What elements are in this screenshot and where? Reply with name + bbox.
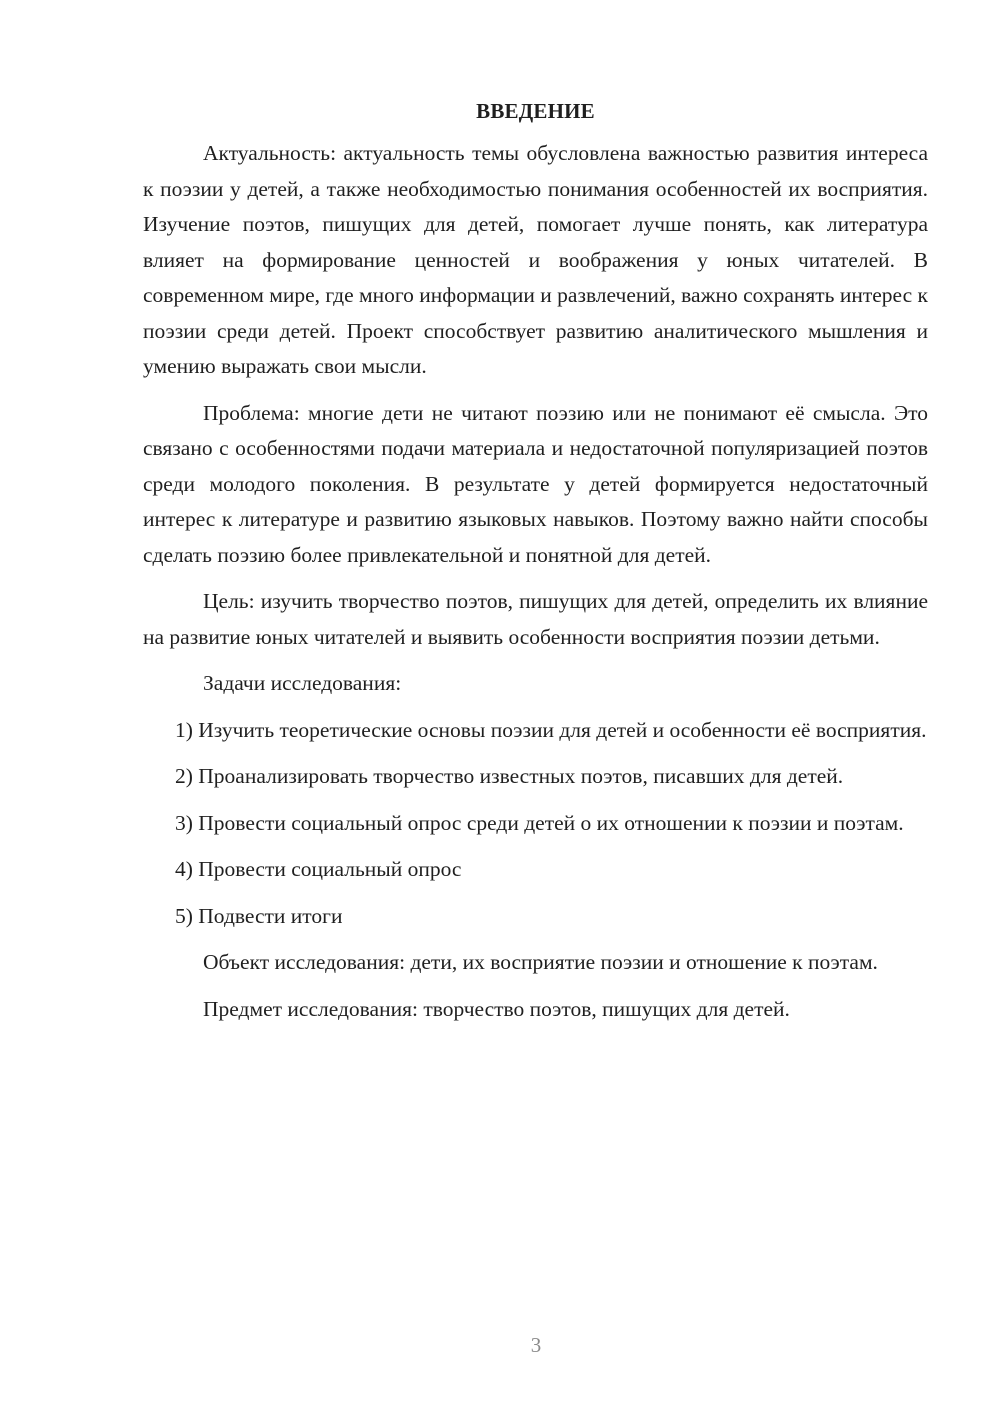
paragraph-problem: Проблема: многие дети не читают поэзию или не понимают её смысла. Это связано с особенностями подачи материала и недостаточной популяризацией поэтов среди молодого поколения. В результате у детей формируется недостаточный интерес к литературе и развитию языковых навыков. Поэтому важно найти способы сделать поэзию более привлекательной и понятной для детей. bbox=[143, 400, 928, 567]
page-number: 3 bbox=[530, 1333, 542, 1357]
page-title: ВВЕДЕНИЕ bbox=[476, 99, 595, 123]
paragraph-object: Объект исследования: дети, их восприятие поэзии и отношение к поэтам. bbox=[203, 950, 878, 974]
list-item: 5) Подвести итоги bbox=[175, 903, 343, 928]
paragraph-goal: Цель: изучить творчество поэтов, пишущих для детей, определить их влияние на развитие юных читателей и выявить особенности восприятия поэзии детьми. bbox=[143, 589, 928, 649]
list-item: 4) Провести социальный опрос bbox=[175, 857, 462, 881]
paragraph-relevance: Актуальность: актуальность темы обусловлена важностью развития интереса к поэзии у детей, а также необходимостью понимания особенностей их восприятия. Изучение поэтов, пишущих для детей, помогает лучше понять, как литература влияет на формирование ценностей и воображения у юных читателей. В современном мире, где много информации и развлечений, важно сохранять интерес к поэзии среди детей. Проект способствует развитию аналитического мышления и умению выражать свои мысли. bbox=[143, 141, 928, 378]
paragraph-subject: Предмет исследования: творчество поэтов, пишущих для детей. bbox=[203, 996, 790, 1021]
list-item: 3) Провести социальный опрос среди детей о их отношении к поэзии и поэтам. bbox=[175, 810, 904, 835]
list-item: 1) Изучить теоретические основы поэзии для детей и особенности её восприятия. bbox=[175, 717, 927, 742]
list-item: 2) Проанализировать творчество известных поэтов, писавших для детей. bbox=[175, 764, 844, 788]
paragraph-tasks-heading: Задачи исследования: bbox=[203, 671, 402, 695]
page-content bbox=[143, 96, 928, 1038]
